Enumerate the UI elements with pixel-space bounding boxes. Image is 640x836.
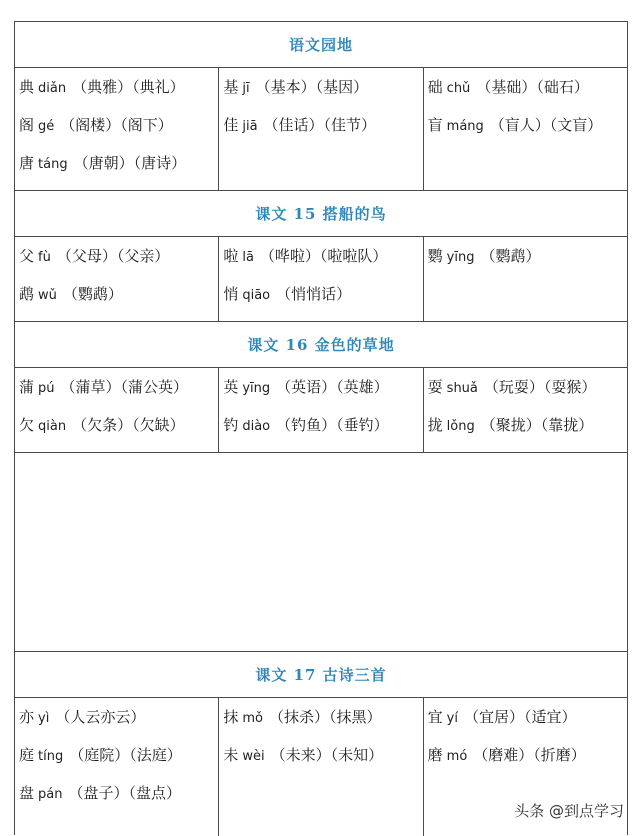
- vocab-char: 鹉: [19, 285, 35, 303]
- vocab-words: （佳话）（佳节）: [263, 116, 377, 134]
- section-title: 课文 17 古诗三首: [15, 652, 627, 698]
- vocab-words: （阁楼）（阁下）: [60, 116, 173, 134]
- vocab-words: （盲人）（文盲）: [489, 116, 603, 134]
- vocab-entry: [19, 77, 218, 115]
- vocab-entry: [19, 153, 218, 191]
- vocab-entry: [19, 377, 218, 415]
- vocab-char: 父: [19, 247, 35, 265]
- vocab-entry: [223, 246, 422, 284]
- vocab-char: 抹: [223, 708, 239, 726]
- vocab-pinyin: lǒng: [446, 419, 475, 434]
- table-cell: [219, 368, 423, 452]
- vocab-pinyin: mó: [446, 749, 468, 764]
- vocab-words: （父母）（父亲）: [56, 247, 170, 265]
- vocab-words: （蒲草）（蒲公英）: [60, 378, 189, 396]
- vocab-entry: [428, 707, 627, 745]
- table-cell: [424, 237, 627, 321]
- vocab-words: （抹杀）（抹黑）: [268, 708, 382, 726]
- vocab-entry: [223, 77, 422, 115]
- vocab-entry: [223, 707, 422, 745]
- vocab-pinyin: fù: [38, 250, 51, 265]
- section-row: [15, 368, 627, 453]
- vocab-pinyin: máng: [446, 119, 484, 134]
- vocab-char: 础: [427, 78, 443, 96]
- vocab-words: （钓鱼）（垂钓）: [276, 416, 389, 434]
- vocab-char: 耍: [427, 378, 443, 396]
- section-row: [15, 68, 627, 191]
- vocab-words: （庭院）（法庭）: [69, 746, 182, 764]
- vocab-pinyin: tíng: [38, 749, 64, 764]
- vocab-words: （鹦鹉）: [62, 285, 123, 303]
- vocab-char: 未: [223, 746, 239, 764]
- vocab-entry: [19, 246, 218, 284]
- vocab-words: （典雅）（典礼）: [72, 78, 185, 96]
- vocab-char: 磨: [427, 746, 443, 764]
- vocab-words: （基础）（础石）: [476, 78, 589, 96]
- vocab-pinyin: pán: [38, 787, 63, 802]
- vocab-pinyin: qiàn: [38, 419, 67, 434]
- section-title: 语文园地: [15, 22, 627, 68]
- vocab-entry: [428, 745, 627, 783]
- vocab-entry: [428, 77, 627, 115]
- table-cell: [15, 237, 219, 321]
- vocab-entry: [223, 745, 422, 783]
- vocab-entry: [428, 415, 627, 453]
- vocab-char: 基: [223, 78, 239, 96]
- table-cell: [219, 68, 423, 190]
- vocab-pinyin: pú: [38, 381, 55, 396]
- vocab-entry: [19, 415, 218, 453]
- vocab-entry: [223, 377, 422, 415]
- vocab-entry: [428, 115, 627, 153]
- vocab-entry: [19, 284, 218, 322]
- vocab-pinyin: lā: [242, 250, 254, 265]
- vocab-entry: [19, 745, 218, 783]
- section-row: [15, 237, 627, 322]
- vocab-char: 宜: [427, 708, 443, 726]
- vocab-words: （欠条）（欠缺）: [72, 416, 185, 434]
- vocab-char: 拢: [427, 416, 443, 434]
- vocab-char: 啦: [223, 247, 239, 265]
- watermark-text: 头条 @到点学习: [514, 802, 624, 820]
- vocab-pinyin: wèi: [242, 749, 265, 764]
- table-cell: [219, 237, 423, 321]
- vocabulary-table: [14, 21, 628, 835]
- vocab-pinyin: jiā: [242, 119, 258, 134]
- vocab-pinyin: shuǎ: [446, 381, 478, 396]
- vocab-pinyin: diǎn: [38, 81, 67, 96]
- vocab-char: 盘: [19, 784, 35, 802]
- vocab-words: （悄悄话）: [276, 285, 352, 303]
- vocab-char: 亦: [19, 708, 35, 726]
- vocab-char: 欠: [19, 416, 35, 434]
- vocab-words: （聚拢）（靠拢）: [480, 416, 594, 434]
- vocab-words: （人云亦云）: [55, 708, 146, 726]
- vocab-char: 蒲: [19, 378, 35, 396]
- vocab-words: （基本）（基因）: [255, 78, 369, 96]
- vocab-words: （磨难）（折磨）: [473, 746, 586, 764]
- table-cell: [15, 698, 219, 836]
- vocab-entry: [428, 246, 627, 284]
- vocab-char: 英: [223, 378, 239, 396]
- vocab-pinyin: diào: [242, 419, 271, 434]
- vocab-entry: [223, 115, 422, 153]
- vocab-entry: [223, 415, 422, 453]
- vocab-pinyin: qiāo: [242, 288, 271, 303]
- vocab-pinyin: yí: [446, 711, 458, 726]
- vocab-char: 庭: [19, 746, 35, 764]
- vocab-words: （盘子）（盘点）: [68, 784, 181, 802]
- vocab-pinyin: mǒ: [242, 711, 263, 726]
- vocab-entry: [19, 783, 218, 821]
- vocab-words: （唐朝）（唐诗）: [73, 154, 187, 172]
- table-cell: [15, 68, 219, 190]
- vocab-pinyin: yīng: [446, 250, 475, 265]
- vocab-pinyin: yì: [38, 711, 50, 726]
- vocab-words: （鹦鹉）: [480, 247, 541, 265]
- vocab-char: 鹦: [427, 247, 443, 265]
- vocab-pinyin: chǔ: [446, 81, 471, 96]
- vocab-words: （宜居）（适宜）: [463, 708, 577, 726]
- vocab-pinyin: táng: [38, 157, 68, 172]
- table-cell: [219, 698, 423, 836]
- table-cell: [424, 368, 627, 452]
- vocab-pinyin: gé: [38, 119, 55, 134]
- vocab-words: （英语）（英雄）: [276, 378, 389, 396]
- table-cell: [15, 368, 219, 452]
- vocab-char: 悄: [223, 285, 239, 303]
- section-title: 课文 15 搭船的鸟: [15, 191, 627, 237]
- vocab-char: 钓: [223, 416, 239, 434]
- vocab-entry: [223, 284, 422, 322]
- vocab-entry: [428, 377, 627, 415]
- vocab-char: 阁: [19, 116, 35, 134]
- blank-area: [15, 453, 627, 652]
- vocab-char: 盲: [427, 116, 443, 134]
- vocab-words: （未来）（未知）: [270, 746, 384, 764]
- vocab-pinyin: yīng: [242, 381, 271, 396]
- vocab-char: 佳: [223, 116, 239, 134]
- vocab-pinyin: jī: [242, 81, 250, 96]
- vocab-pinyin: wǔ: [38, 288, 57, 303]
- vocab-entry: [19, 707, 218, 745]
- section-title: 课文 16 金色的草地: [15, 322, 627, 368]
- vocab-char: 典: [19, 78, 35, 96]
- vocab-words: （哗啦）（啦啦队）: [259, 247, 388, 265]
- vocab-char: 唐: [19, 154, 35, 172]
- table-cell: [424, 68, 627, 190]
- vocab-entry: [19, 115, 218, 153]
- vocab-words: （玩耍）（耍猴）: [483, 378, 597, 396]
